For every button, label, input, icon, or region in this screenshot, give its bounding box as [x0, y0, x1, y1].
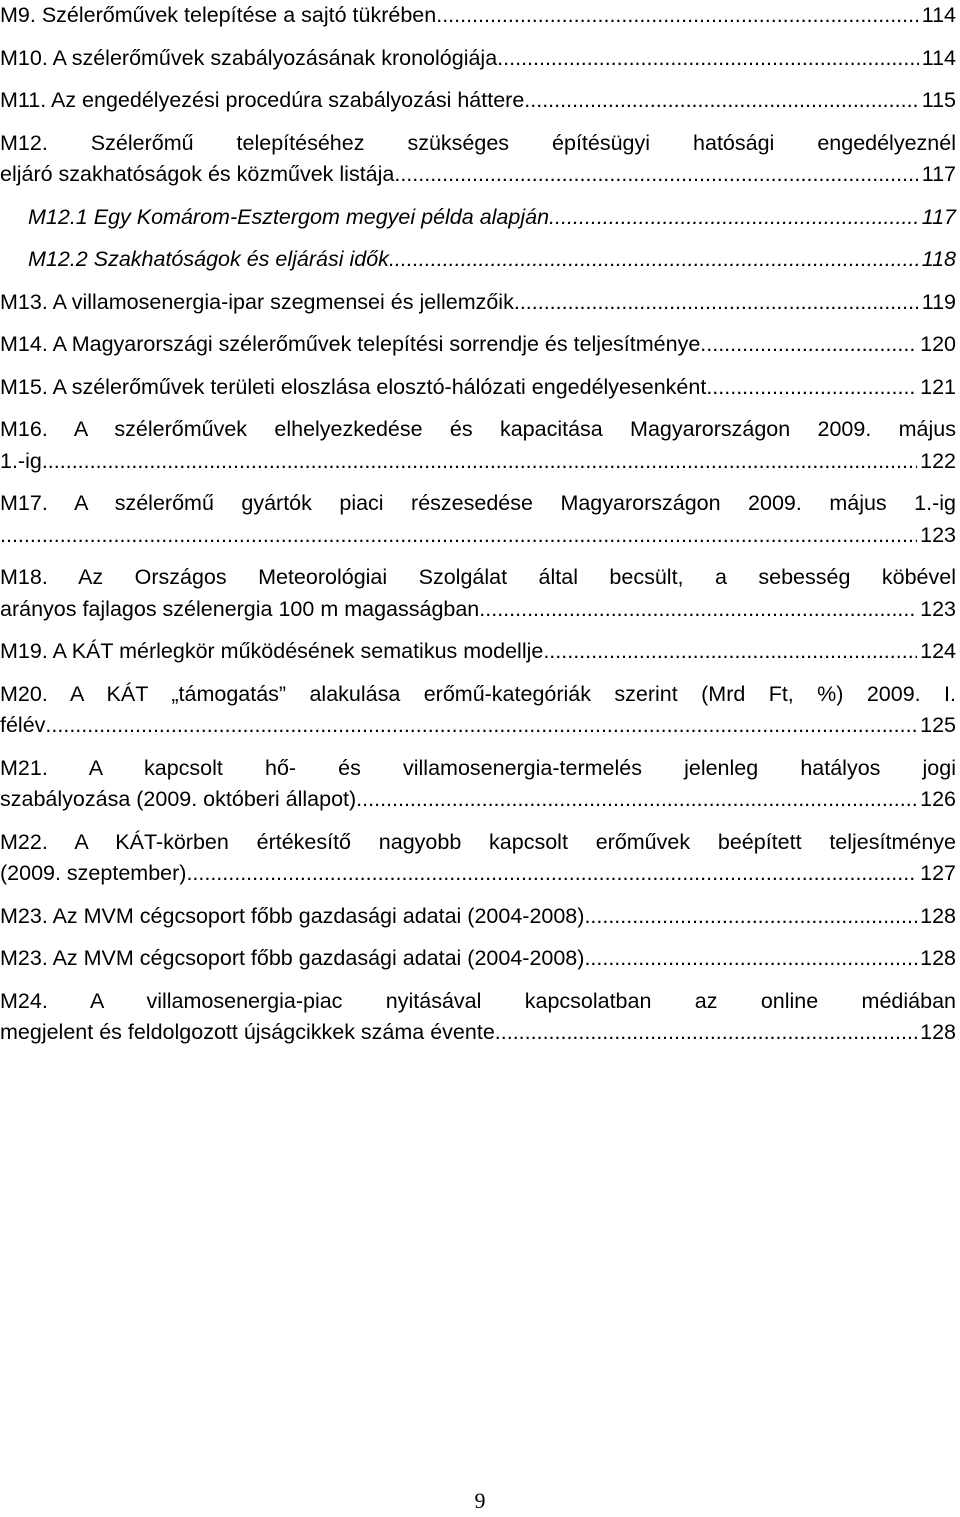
dot-leader	[186, 858, 917, 890]
toc-entry-page-number: 114	[921, 3, 956, 27]
toc-entry-leader-row	[0, 159, 956, 191]
toc-entry-leader-row	[28, 202, 956, 234]
toc-entry[interactable]	[0, 128, 956, 191]
dot-leader	[389, 244, 919, 276]
dot-leader	[495, 1017, 917, 1049]
toc-entry-title-line: M24. A villamosenergia-piac nyitásával kapcsolatban az online médiában	[0, 988, 956, 1013]
toc-entry-title: eljáró szakhatóságok és közművek listája	[0, 162, 395, 186]
toc-entry-title: M23. Az MVM cégcsoport főbb gazdasági adatai (2004-2008)	[0, 903, 585, 928]
toc-entry-page-number: 128	[920, 903, 956, 928]
toc-entry[interactable]	[0, 562, 956, 625]
toc-entry[interactable]	[0, 679, 956, 742]
toc-entry-page-number: 128	[920, 946, 956, 970]
toc-entry-leader-row	[0, 1017, 956, 1049]
page-number: 9	[474, 1488, 486, 1513]
dot-leader	[514, 287, 919, 319]
toc-entry-leader-row	[0, 784, 956, 816]
toc-entry-title: M14. A Magyarországi szélerőművek telepítési sorrendje és teljesítménye	[0, 332, 701, 356]
toc-entry-leader-row	[0, 943, 956, 975]
dot-leader	[479, 594, 917, 626]
toc-entry[interactable]	[0, 901, 956, 933]
toc-entry-leader-row	[0, 901, 956, 933]
toc-entry-page-number: 117	[921, 204, 956, 229]
toc-entry-title: M12.2 Szakhatóságok és eljárási idők	[28, 247, 389, 271]
toc-entry[interactable]	[0, 986, 956, 1049]
dot-leader	[549, 202, 919, 234]
toc-entry-title: M11. Az engedélyezési procedúra szabályozási háttere	[0, 88, 525, 112]
toc-entry-title-line: M12. Szélerőmű telepítéséhez szükséges építésügyi hatósági engedélyeznél	[0, 130, 956, 155]
toc-entry[interactable]	[0, 943, 956, 975]
toc-entry-title: M23. Az MVM cégcsoport főbb gazdasági adatai (2004-2008)	[0, 946, 585, 970]
dot-leader	[543, 636, 917, 668]
toc-entry-title: M9. Szélerőművek telepítése a sajtó tükrében	[0, 3, 437, 27]
toc-entry-title-line: M16. A szélerőművek elhelyezkedése és kapacitása Magyarországon 2009. május	[0, 417, 956, 441]
toc-entry[interactable]	[0, 43, 956, 75]
toc-entry-title: (2009. szeptember)	[0, 861, 187, 885]
toc-entry-page-number: 119	[921, 289, 956, 314]
toc-entry-page-number: 126	[920, 787, 956, 811]
toc-entry[interactable]	[0, 0, 956, 32]
toc-entry-title: arányos fajlagos szélenergia 100 m magasságban	[0, 596, 480, 621]
toc-entry[interactable]	[0, 372, 956, 404]
dot-leader	[436, 0, 919, 32]
toc-entry-leader-row	[0, 858, 956, 890]
toc-entry-leader-row	[0, 372, 956, 404]
toc-entry-leader-row	[28, 244, 956, 276]
toc-entry-leader-row	[0, 85, 956, 117]
dot-leader	[356, 784, 917, 816]
dot-leader	[45, 710, 917, 742]
toc-entry-title: M13. A villamosenergia-ipar szegmensei és jellemzőik	[0, 289, 514, 314]
toc-entry-leader-row	[0, 43, 956, 75]
dot-leader	[700, 329, 917, 361]
toc-entry-title-line: M20. A KÁT „támogatás” alakulása erőmű-kategóriák szerint (Mrd Ft, %) 2009. I.	[0, 681, 956, 706]
toc-entry[interactable]	[0, 202, 956, 234]
toc-entry-title: M12.1 Egy Komárom-Esztergom megyei példa alapján	[28, 204, 550, 229]
toc-entry-title-line: M17. A szélerőmű gyártók piaci részesedése Magyarországon 2009. május 1.-ig	[0, 491, 956, 515]
toc-entry[interactable]	[0, 488, 956, 551]
toc-entry[interactable]	[0, 753, 956, 816]
toc-entry-leader-row	[0, 710, 956, 742]
dot-leader	[524, 85, 918, 117]
toc-entry-title: M19. A KÁT mérlegkör működésének sematikus modellje	[0, 639, 544, 663]
toc-entry[interactable]	[0, 827, 956, 890]
toc-entry[interactable]	[0, 636, 956, 668]
toc-entry-page-number: 114	[921, 45, 956, 70]
toc-entry[interactable]	[0, 414, 956, 477]
toc-entry-title-line: M18. Az Országos Meteorológiai Szolgálat által becsült, a sebesség köbével	[0, 565, 956, 589]
toc-entry-title: szabályozása (2009. októberi állapot)	[0, 787, 357, 811]
toc-entry-page-number: 118	[921, 247, 956, 271]
toc-entry-title: félév	[0, 713, 46, 737]
toc-entry[interactable]	[0, 85, 956, 117]
toc-entry-title: megjelent és feldolgozott újságcikkek száma évente	[0, 1020, 495, 1044]
toc-entry[interactable]	[0, 329, 956, 361]
toc-entry[interactable]	[0, 287, 956, 319]
dot-leader	[706, 372, 917, 404]
dot-leader	[394, 159, 918, 191]
dot-leader	[584, 943, 917, 975]
toc-entry-leader-row	[0, 594, 956, 626]
dot-leader	[0, 520, 917, 552]
toc-entry-page-number: 123	[920, 596, 956, 621]
toc-entry-page-number: 127	[920, 861, 956, 885]
toc-entry-title: 1.-ig	[0, 448, 42, 473]
toc-entry-page-number: 115	[921, 88, 956, 112]
toc-entry-leader-row	[0, 0, 956, 32]
toc-entry-leader-row	[0, 520, 956, 552]
toc-entry-page-number: 122	[920, 448, 956, 473]
toc-entry-leader-row	[0, 446, 956, 478]
toc-entry-page-number: 124	[920, 639, 956, 663]
toc-entry-page-number: 121	[920, 374, 956, 399]
toc-entry-page-number: 117	[921, 162, 956, 186]
toc-entry-page-number: 123	[920, 522, 956, 547]
toc-entry-page-number: 120	[920, 332, 956, 356]
toc-entry-page-number: 125	[920, 713, 956, 737]
dot-leader	[42, 446, 917, 478]
toc-entry[interactable]	[0, 244, 956, 276]
dot-leader	[497, 43, 919, 75]
toc-entry-title: M10. A szélerőművek szabályozásának kronológiája	[0, 45, 498, 70]
toc-entry-leader-row	[0, 329, 956, 361]
toc-entry-leader-row	[0, 287, 956, 319]
toc-entry-title: M15. A szélerőművek területi eloszlása elosztó-hálózati engedélyesenként	[0, 374, 707, 399]
toc-entry-leader-row	[0, 636, 956, 668]
toc-entry-title-line: M22. A KÁT-körben értékesítő nagyobb kapcsolt erőművek beépített teljesítménye	[0, 829, 956, 854]
toc-entry-page-number: 128	[920, 1020, 956, 1044]
dot-leader	[584, 901, 917, 933]
toc-entry-title-line: M21. A kapcsolt hő- és villamosenergia-termelés jelenleg hatályos jogi	[0, 755, 956, 780]
